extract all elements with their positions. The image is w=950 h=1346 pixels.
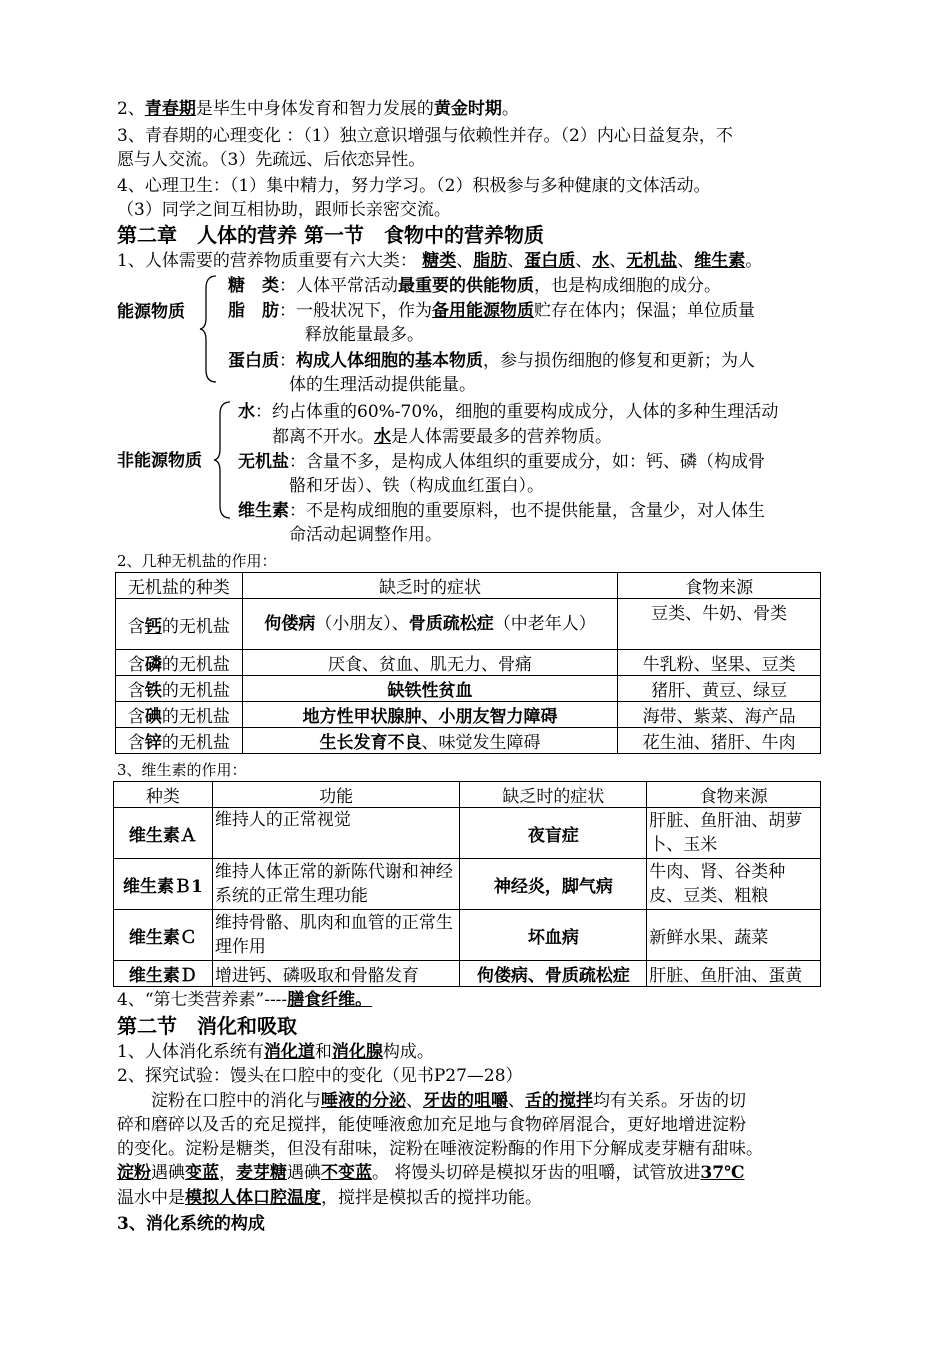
mineral-food: 海带、紫菜、海产品 [618,702,821,728]
para-line-3: 的变化。淀粉是糖类，但没有甜味，淀粉在唾液淀粉酶的作用下分解成麦芽糖有甜味。 [117,1139,763,1159]
mineral-food: 猪肝、黄豆、绿豆 [618,676,821,702]
mineral-kind: 含锌的无机盐 [116,728,243,754]
table-row [116,650,821,676]
nonenergy-brace [212,400,232,520]
table-row [114,910,821,961]
intro-line-2: 2、青春期是毕生中身体发育和智力发展的黄金时期。 [117,99,519,119]
table-row [116,728,821,754]
table-header: 缺乏时的症状 [242,573,617,599]
minerals-table [115,572,821,754]
table-row [116,599,821,650]
chapter-heading: 第二章 人体的营养 第一节 食物中的营养物质 [117,223,544,247]
nonenergy-label: 非能源物质 [117,451,202,471]
vitamin-symptom: 坏血病 [460,910,647,961]
mineral-kind: 含钙的无机盐 [116,599,243,650]
vitamins-caption: 3、维生素的作用： [117,761,247,779]
table-header: 缺乏时的症状 [460,782,647,808]
vitamins-table [113,781,821,987]
water-line: 水：约占体重的60%-70%，细胞的重要构成成分，人体的多种生理活动 [238,402,779,422]
mineral-kind: 含铁的无机盐 [116,676,243,702]
mineral-symptom: 佝偻病（小朋友）、骨质疏松症（中老年人） [242,599,617,650]
table-header-row [114,782,821,808]
table-row [114,961,821,987]
intro-line-3a: 3、青春期的心理变化 ：（1）独立意识增强与依赖性并存。（2）内心日益复杂，不 [117,126,733,146]
energy-label: 能源物质 [117,302,185,322]
digestion-line-3: 3、消化系统的构成 [117,1214,265,1234]
digestion-line-2: 2、探究试验：馒头在口腔中的变化（见书P27—28） [117,1066,523,1086]
water-line-2: 都离不开水。水是人体需要最多的营养物质。 [272,427,612,447]
mineral-symptom: 厌食、贫血、肌无力、骨痛 [242,650,617,676]
vitamin-line: 维生素：不是构成细胞的重要原料，也不提供能量，含量少，对人体生 [238,501,765,521]
digestion-line-1: 1、人体消化系统有消化道和消化腺构成。 [117,1042,434,1062]
vitamin-symptom: 佝偻病、骨质疏松症 [460,961,647,987]
vitamin-food: 肝脏、鱼肝油、胡萝卜、玉米 [647,808,821,859]
fat-line: 脂 肪：一般状况下，作为备用能源物质贮存在体内；保温；单位质量 [228,301,755,321]
vitamin-function: 维持骨骼、肌肉和血管的正常生理作用 [212,910,460,961]
vitamin-kind: 维生素Ａ [114,808,213,859]
vitamin-food: 新鲜水果、蔬菜 [647,910,821,961]
vitamin-function: 维持人的正常视觉 [212,808,460,859]
intro-line-4b: （3）同学之间互相协助，跟师长亲密交流。 [117,200,451,220]
table-header: 种类 [114,782,213,808]
para-line-2: 碎和磨碎以及舌的充足搅拌，能使唾液愈加充足地与食物碎屑混合，更好地增进淀粉 [117,1115,746,1135]
vitamin-kind: 维生素Ｃ [114,910,213,961]
mineral-food: 牛乳粉、坚果、豆类 [618,650,821,676]
table-header-row [116,573,821,599]
vitamin-function: 维持人体正常的新陈代谢和神经系统的正常生理功能 [212,859,460,910]
vitamin-food: 牛肉、肾、谷类种皮、豆类、粗粮 [647,859,821,910]
vitamin-kind: 维生素Ｄ [114,961,213,987]
mineral-food: 花生油、猪肝、牛肉 [618,728,821,754]
fat-line-2: 释放能量最多。 [305,325,424,345]
para-line-5: 温水中是模拟人体口腔温度，搅拌是模拟舌的搅拌功能。 [117,1188,542,1208]
mineral-symptom: 生长发育不良、味觉发生障碍 [242,728,617,754]
vitamin-kind: 维生素Ｂ1 [114,859,213,910]
mineral-food: 豆类、牛奶、骨类 [618,599,821,650]
vitamin-symptom: 神经炎，脚气病 [460,859,647,910]
mineral-line-2: 骼和牙齿）、铁（构成血红蛋白）。 [289,476,544,496]
table-row [116,702,821,728]
six-nutrients-line: 1、人体需要的营养物质重要有六大类： 糖类、脂肪、蛋白质、水、无机盐、维生素。 [117,251,763,271]
sugar-line: 糖 类：人体平常活动最重要的供能物质，也是构成细胞的成分。 [228,276,721,296]
vitamin-symptom: 夜盲症 [460,808,647,859]
para-line-1: 淀粉在口腔中的消化与唾液的分泌、牙齿的咀嚼、舌的搅拌均有关系。牙齿的切 [151,1091,746,1111]
energy-brace [198,274,218,384]
vitamin-line-2: 命活动起调整作用。 [289,525,442,545]
table-row [114,859,821,910]
table-header: 功能 [212,782,460,808]
table-row [116,676,821,702]
mineral-kind: 含磷的无机盐 [116,650,243,676]
para-line-4: 淀粉遇碘变蓝，麦芽糖遇碘不变蓝。 将馒头切碎是模拟牙齿的咀嚼，试管放进37℃ [117,1163,745,1183]
mineral-symptom: 缺铁性贫血 [242,676,617,702]
protein-line: 蛋白质：构成人体细胞的基本物质，参与损伤细胞的修复和更新；为人 [228,351,755,371]
table-header: 食物来源 [647,782,821,808]
table-header: 无机盐的种类 [116,573,243,599]
intro-line-4a: 4、心理卫生：（1）集中精力，努力学习。（2）积极参与多种健康的文体活动。 [117,176,711,196]
section2-heading: 第二节 消化和吸取 [117,1014,297,1038]
vitamin-function: 增进钙、磷吸取和骨骼发育 [212,961,460,987]
vitamin-food: 肝脏、鱼肝油、蛋黄 [647,961,821,987]
minerals-caption: 2、几种无机盐的作用： [117,552,277,570]
mineral-line: 无机盐：含量不多，是构成人体组织的重要成分，如：钙、磷（构成骨 [238,452,765,472]
intro-line-3b: 愿与人交流。（3）先疏远、后依恋异性。 [117,150,426,170]
mineral-symptom: 地方性甲状腺肿、小朋友智力障碍 [242,702,617,728]
table-row [114,808,821,859]
mineral-kind: 含碘的无机盐 [116,702,243,728]
fiber-line: 4、“第七类营养素”----膳食纤维。 [117,990,373,1010]
protein-line-2: 体的生理活动提供能量。 [289,375,476,395]
table-header: 食物来源 [618,573,821,599]
